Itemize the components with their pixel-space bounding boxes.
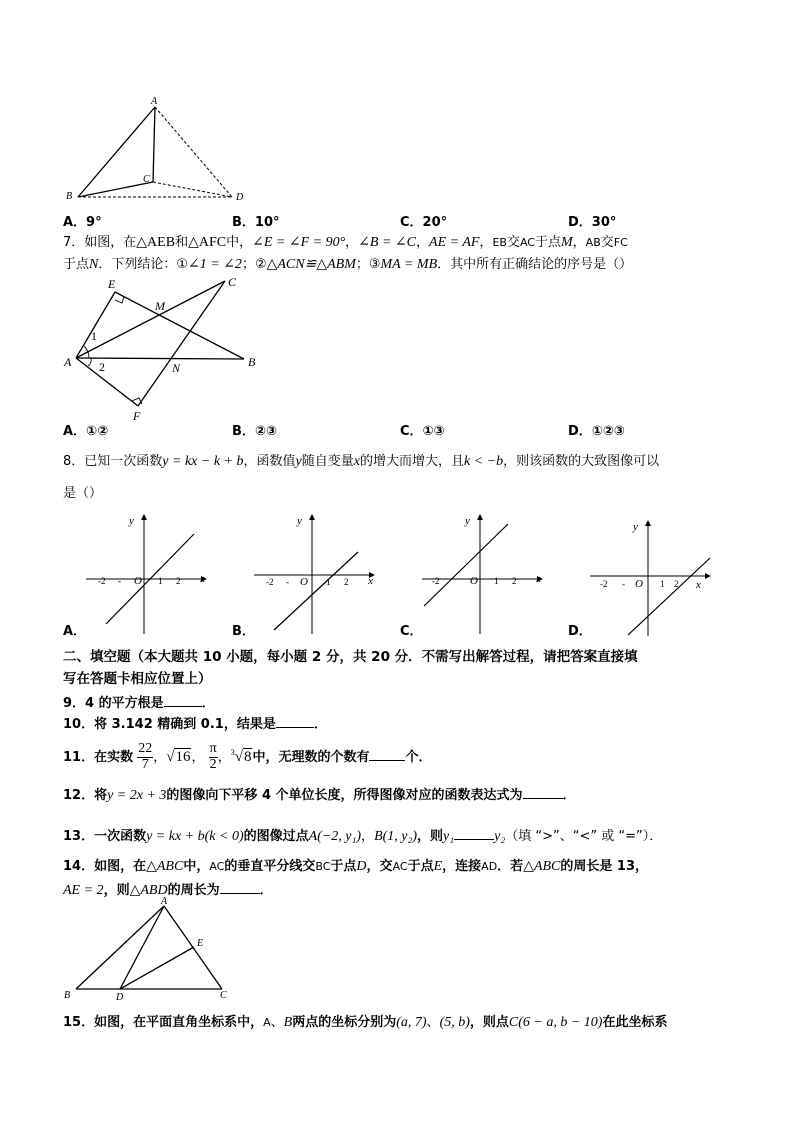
- q8-y: y: [295, 454, 302, 469]
- q14-ac1: AC: [209, 860, 225, 873]
- q9-text: 9．4 的平方根是: [63, 696, 164, 711]
- q7-and: 和: [175, 235, 189, 250]
- q13-answer-blank[interactable]: [454, 828, 494, 840]
- q7-label-f: F: [133, 409, 141, 423]
- q7-label-m: M: [155, 299, 165, 313]
- q7-c2: △ACN≌△ABM: [266, 257, 356, 272]
- q7-eb: EB: [492, 236, 507, 249]
- q8d-origin: O: [635, 578, 643, 590]
- q8-option-a[interactable]: A．: [63, 624, 87, 639]
- q7-label-n: N: [172, 361, 181, 375]
- q10-end: ．: [313, 717, 327, 732]
- q15-p2: 两点的坐标分别为: [292, 1015, 397, 1030]
- q8b-tick-1: 1: [326, 577, 331, 587]
- q8b-tick-m2: -2: [266, 577, 274, 587]
- q14-end: ．: [259, 883, 273, 898]
- q8-option-b[interactable]: B．: [232, 624, 255, 639]
- q8c-tick-2: 2: [512, 576, 517, 586]
- section2-heading-line1: 二、填空题（本大题共 10 小题，每小题 2 分，共 20 分．不需写出解答过程，请把答案直接填: [63, 649, 638, 665]
- q13-func: y = kx + b(k < 0): [146, 829, 244, 844]
- q7-jiao1: 交: [506, 235, 520, 250]
- q14-label-b: B: [64, 990, 71, 1001]
- q8-mid3: 的增大而增大，且: [359, 454, 464, 469]
- q13: [63, 828, 662, 844]
- q7-line1: [63, 236, 628, 250]
- q14-p11: 的周长为: [167, 883, 220, 898]
- q14-p1: 14．如图，在: [63, 859, 147, 874]
- q8c-tick-1: 1: [494, 576, 499, 586]
- q8a-tick-m1: -: [118, 576, 121, 586]
- q14-p7: ，连接: [442, 859, 482, 874]
- q14-p8: ．若: [497, 859, 524, 874]
- q7-tri2: △AFC: [188, 235, 227, 250]
- q11-sqrt16: √16: [166, 749, 191, 765]
- q11-sep2: ，: [191, 750, 205, 765]
- q8-graph-c: [420, 512, 550, 636]
- q6-label-a: A: [151, 96, 158, 107]
- q14-e: E: [433, 859, 443, 874]
- q11: [63, 734, 432, 777]
- q8a-tick-2: 2: [176, 576, 181, 586]
- q13-sep: ，: [361, 829, 375, 844]
- q7-n: N: [89, 257, 99, 272]
- q15-point-c: C(6 − a, b − 10): [508, 1015, 603, 1030]
- q8-graph-a: [84, 512, 214, 636]
- q15-b: B: [283, 1015, 293, 1030]
- q14-p9: 的周长是 13，: [560, 859, 649, 874]
- q14-d: D: [356, 859, 367, 874]
- q8d-x-label: x: [696, 579, 701, 591]
- q13-hint: （填 “>”、“<” 或 “=”）．: [505, 829, 663, 844]
- q8-func: y = kx − k + b: [162, 454, 244, 469]
- q14-label-d: D: [116, 992, 124, 1003]
- q7-sep-c3: ；③: [355, 257, 381, 272]
- q15-p4: 在此坐标系: [602, 1015, 668, 1030]
- q7-yudian2: 于点: [63, 257, 90, 272]
- q7-c3: MA = MB: [380, 257, 438, 272]
- q8d-tick-2: 2: [674, 579, 679, 589]
- q8-mid1: ，函数值: [243, 454, 296, 469]
- q7-cond3: AE = AF: [429, 235, 480, 250]
- q7-yudian1: 于点: [534, 235, 561, 250]
- q7-option-a[interactable]: A．①②: [63, 424, 109, 439]
- q13-point-b: B(1, y₂): [374, 829, 418, 844]
- q7-prefix: 7．如图，在: [63, 235, 137, 250]
- q13-point-a: A(−2, y₁): [308, 829, 362, 844]
- q8-mid2: 随自变量: [301, 454, 354, 469]
- q8c-y-label: y: [465, 515, 470, 527]
- q8-prefix: 8．已知一次函数: [63, 454, 163, 469]
- q12-end: ．: [562, 788, 576, 803]
- q15-a: A: [263, 1016, 271, 1029]
- q8c-x-label: x: [536, 573, 541, 585]
- q13-mid: 的图像过点: [243, 829, 309, 844]
- q8-line2: 是（）: [63, 486, 103, 501]
- q8c-origin: O: [470, 575, 478, 587]
- q13-y2: y₂: [494, 829, 506, 844]
- q8b-tick-2: 2: [344, 577, 349, 587]
- q7-cond1: ∠E = ∠F = 90°: [252, 235, 346, 250]
- q11-f1-num: 22: [138, 741, 153, 757]
- q9: [63, 695, 215, 710]
- q7-c1: ∠1 = ∠2: [188, 257, 242, 272]
- q7-label-1: 1: [91, 329, 97, 343]
- q6-option-a[interactable]: A．9°: [63, 215, 102, 230]
- q8-x: x: [353, 454, 360, 469]
- q11-f1-den: 7: [141, 757, 149, 772]
- q7-zhong: 中，: [226, 235, 253, 250]
- q9-end: ．: [201, 696, 215, 711]
- q7-cond2: ∠B = ∠C: [358, 235, 416, 250]
- q15-coord2: (5, b): [439, 1015, 470, 1030]
- q15-p1: 15．如图，在平面直角坐标系中，: [63, 1015, 264, 1030]
- q11-sqrt16-value: 16: [175, 749, 191, 765]
- q14-ac2: AC: [392, 860, 408, 873]
- q11-cbrt-value: 8: [243, 749, 252, 765]
- q7-label-2: 2: [99, 360, 105, 374]
- q8d-tick-m2: -2: [600, 579, 608, 589]
- q9-answer-blank[interactable]: [164, 695, 202, 707]
- q14-label-e: E: [197, 938, 204, 949]
- q14-tri3: △ABD: [129, 883, 168, 898]
- q15-sep: 、: [270, 1015, 284, 1030]
- q8-option-c[interactable]: C．: [400, 624, 423, 639]
- q7-sep4: ，: [572, 235, 586, 250]
- q7-jiao2: 交: [600, 235, 614, 250]
- q7-sep3: ，: [479, 235, 493, 250]
- q7-m: M: [560, 235, 573, 250]
- q11-cbrt-index: 3: [230, 748, 235, 757]
- q14-label-c: C: [220, 990, 227, 1001]
- q8d-tick-m1: -: [622, 579, 625, 589]
- q8d-y-label: y: [633, 521, 638, 533]
- q11-end: 个．: [405, 750, 432, 765]
- q7-label-c: C: [228, 275, 237, 289]
- q6-option-b[interactable]: B．10°: [232, 215, 280, 230]
- q8-mid4: ，则该函数的大致图像可以: [503, 454, 660, 469]
- q14-ae: AE = 2: [63, 883, 104, 898]
- q6-label-b: B: [66, 191, 73, 202]
- q14-p5: ，交: [366, 859, 393, 874]
- q7-option-c[interactable]: C．①③: [400, 424, 445, 439]
- q11-sep3: ，: [217, 750, 231, 765]
- q14-p4: 于点: [330, 859, 357, 874]
- q7-sep1: ，: [345, 235, 359, 250]
- q11-fraction-22-7: [137, 742, 153, 772]
- q8a-tick-1: 1: [158, 576, 163, 586]
- q14-p6: 于点: [407, 859, 434, 874]
- q8a-origin: O: [134, 575, 142, 587]
- q7-label-b: B: [248, 355, 256, 369]
- q12-suffix: 的图像向下平移 4 个单位长度，所得图像对应的函数表达式为: [166, 788, 523, 803]
- q11-cbrt8: $^3$√8: [230, 748, 252, 765]
- q7-sep-c2: ；②: [241, 257, 267, 272]
- q6-label-c: C: [143, 174, 150, 185]
- q6-option-d[interactable]: D．30°: [568, 215, 617, 230]
- q14-ad: AD: [481, 860, 498, 873]
- q7-ac: AC: [519, 236, 535, 249]
- q15-p3: ，则点: [469, 1015, 509, 1030]
- q10: [63, 716, 327, 731]
- q14-bc: BC: [315, 860, 331, 873]
- q6-label-d: D: [236, 192, 244, 203]
- q13-then: ，则: [417, 829, 444, 844]
- q7-option-b[interactable]: B．②③: [232, 424, 277, 439]
- q8-line1: [63, 455, 659, 469]
- q11-suffix: 中，无理数的个数有: [252, 750, 370, 765]
- q14-p2: 中，: [183, 859, 210, 874]
- q14-p3: 的垂直平分线交: [224, 859, 316, 874]
- q7-figure: [60, 274, 270, 424]
- q12-func: y = 2x + 3: [107, 788, 167, 803]
- q8a-y-label: y: [129, 515, 134, 527]
- q7-line2: [63, 258, 632, 272]
- q12-answer-blank[interactable]: [523, 787, 563, 799]
- q14-tri2: △ABC: [523, 859, 561, 874]
- q8c-tick-m2: -2: [432, 576, 440, 586]
- q11-sep1: ，: [153, 750, 167, 765]
- q14-line1: [63, 860, 648, 874]
- q11-f2-den: 2: [209, 757, 217, 772]
- q6-figure: [60, 94, 260, 204]
- q8-option-d[interactable]: D．: [568, 624, 592, 639]
- q7-fc: FC: [613, 236, 628, 249]
- q7-label-e: E: [108, 277, 116, 291]
- q7-sep2: ，: [416, 235, 430, 250]
- q14-label-a: A: [161, 896, 168, 907]
- q8b-x-label: x: [368, 575, 373, 587]
- q8a-tick-m2: -2: [98, 576, 106, 586]
- q8a-x-label: x: [200, 573, 205, 585]
- q7-tri1: △AEB: [136, 235, 176, 250]
- q8-graph-d: [588, 518, 718, 642]
- section2-heading-line2: 写在答题卡相应位置上）: [63, 671, 212, 687]
- q10-answer-blank[interactable]: [276, 716, 314, 728]
- q15: [63, 1016, 667, 1030]
- q8-graph-b: [252, 512, 382, 636]
- q14-tri: △ABC: [146, 859, 184, 874]
- q10-text: 10．将 3.142 精确到 0.1，结果是: [63, 717, 276, 732]
- q13-y1: y₁: [443, 829, 455, 844]
- q13-prefix: 13．一次函数: [63, 829, 147, 844]
- q7-conclusions-intro: ．下列结论：①: [98, 257, 189, 272]
- q7-question: ．其中所有正确结论的序号是（）: [437, 257, 633, 272]
- q14-p10: ，则: [103, 883, 130, 898]
- q11-f2-num: π: [209, 741, 217, 757]
- q12: [63, 787, 576, 803]
- q7-ab: AB: [585, 236, 601, 249]
- q6-option-c[interactable]: C．20°: [400, 215, 448, 230]
- q8b-tick-m1: -: [286, 577, 289, 587]
- q11-prefix: 11．在实数: [63, 750, 134, 765]
- q7-label-a: A: [64, 355, 72, 369]
- q15-coord1: (a, 7): [396, 1015, 427, 1030]
- q11-answer-blank[interactable]: [369, 749, 405, 761]
- q14-figure: [60, 896, 240, 1002]
- q12-prefix: 12．将: [63, 788, 108, 803]
- q7-option-d[interactable]: D．①②③: [568, 424, 625, 439]
- q8d-tick-1: 1: [660, 579, 665, 589]
- q14-answer-blank[interactable]: [220, 882, 260, 894]
- q8-cond: k < −b: [463, 454, 504, 469]
- q8b-origin: O: [300, 576, 308, 588]
- q15-sep2: 、: [426, 1015, 440, 1030]
- q8b-y-label: y: [297, 515, 302, 527]
- q11-fraction-pi-2: [209, 742, 218, 772]
